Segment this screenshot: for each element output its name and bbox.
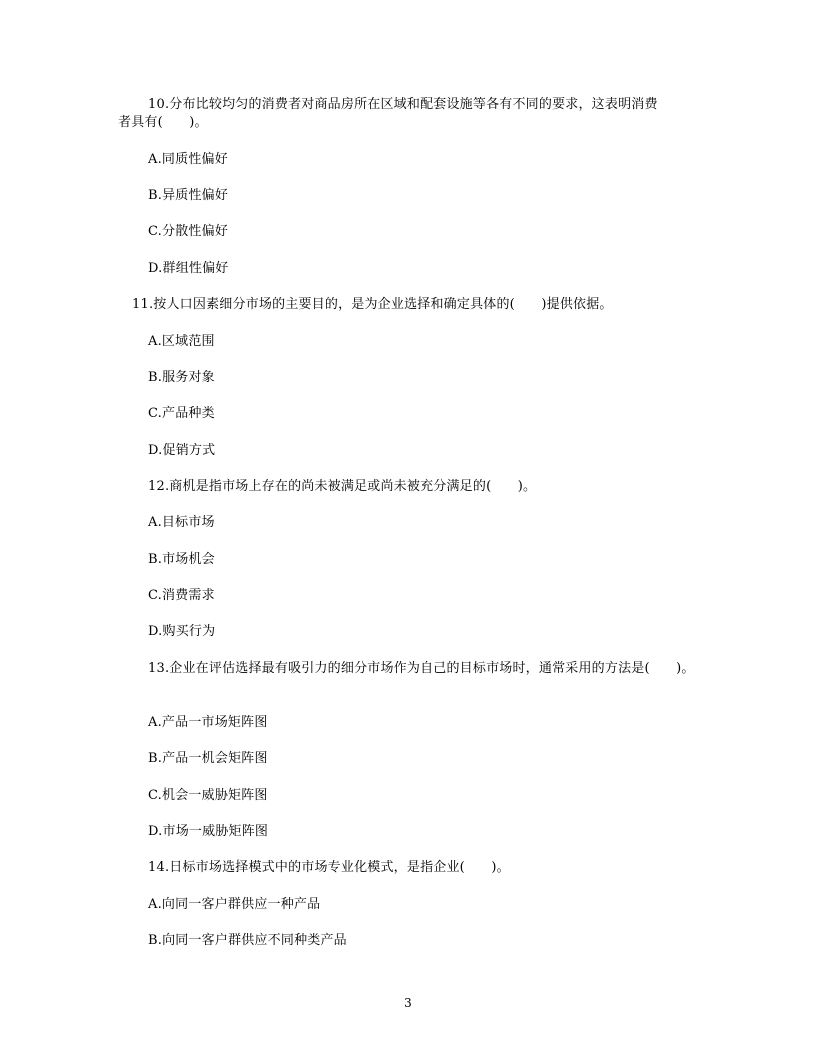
question-11-option-b: B.服务对象 xyxy=(148,370,215,385)
question-11-option-a: A.区域范围 xyxy=(148,334,215,349)
question-14-option-a: A.向同一客户群供应一种产品 xyxy=(148,897,321,912)
question-12-stem: 12.商机是指市场上存在的尚未被满足或尚未被充分满足的( )。 xyxy=(148,479,537,494)
question-10-stem-line2: 者具有( )。 xyxy=(118,115,208,130)
question-13-stem: 13.企业在评估选择最有吸引力的细分市场作为自己的目标市场时，通常采用的方法是( )。 xyxy=(148,661,695,676)
question-11-option-c: C.产品种类 xyxy=(148,406,215,421)
question-13-option-a: A.产品一市场矩阵图 xyxy=(148,715,268,730)
question-12-option-d: D.购买行为 xyxy=(148,624,216,639)
question-10-option-d: D.群组性偏好 xyxy=(148,261,229,276)
question-11-stem: 11.按人口因素细分市场的主要目的，是为企业选择和确定具体的( )提供依据。 xyxy=(132,297,613,312)
question-14-option-b: B.向同一客户群供应不同种类产品 xyxy=(148,933,347,948)
page-number: 3 xyxy=(404,996,412,1010)
question-13-option-c: C.机会一威胁矩阵图 xyxy=(148,788,268,803)
question-10-option-a: A.同质性偏好 xyxy=(148,152,228,167)
question-12-option-c: C.消费需求 xyxy=(148,588,215,603)
question-13-option-b: B.产品一机会矩阵图 xyxy=(148,751,268,766)
question-14-stem: 14.日标市场选择模式中的市场专业化模式，是指企业( )。 xyxy=(148,860,510,875)
question-10-option-b: B.异质性偏好 xyxy=(148,188,229,203)
question-12-option-b: B.市场机会 xyxy=(148,552,215,567)
question-10-stem-line1: 10.分布比较均匀的消费者对商品房所在区域和配套设施等各有不同的要求，这表明消费 xyxy=(148,97,658,112)
question-13-option-d: D.市场一威胁矩阵图 xyxy=(148,824,269,839)
question-12-option-a: A.目标市场 xyxy=(148,515,215,530)
question-10-option-c: C.分散性偏好 xyxy=(148,224,229,239)
question-11-option-d: D.促销方式 xyxy=(148,443,216,458)
